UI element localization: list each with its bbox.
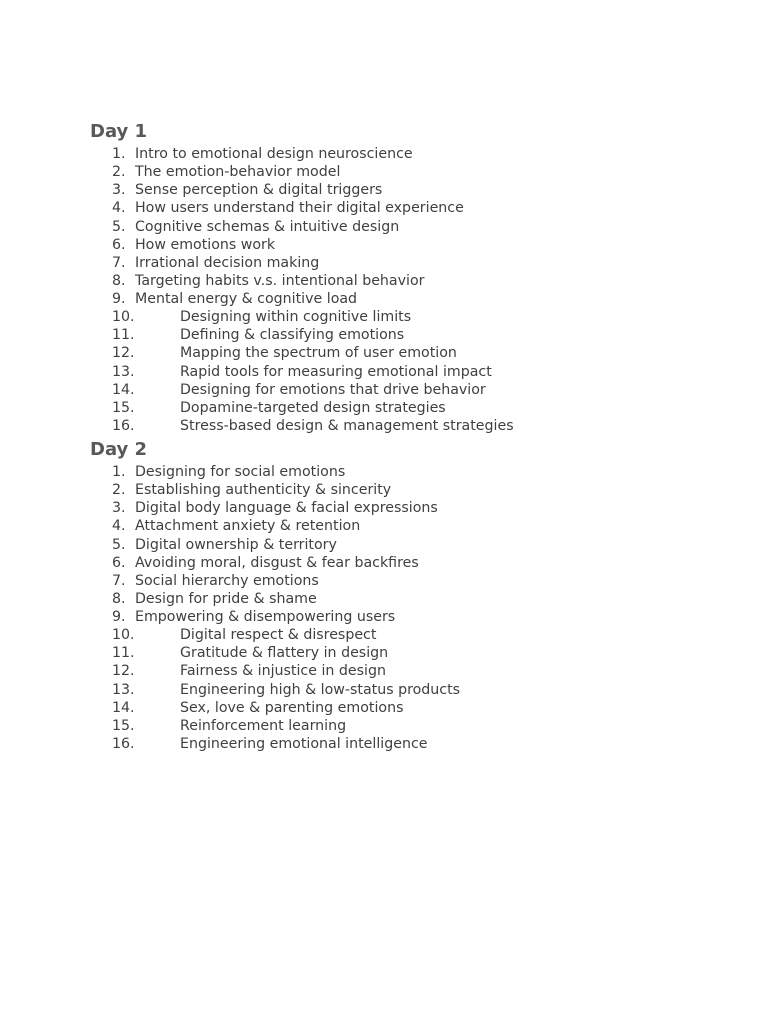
item-text: Stress-based design & management strategies: [180, 417, 514, 434]
item-text: Designing within cognitive limits: [180, 309, 412, 326]
list-item: [90, 181, 730, 199]
item-number: 7.: [112, 254, 126, 271]
item-text: Cognitive schemas & intuitive design: [135, 218, 400, 235]
item-text: Targeting habits v.s. intentional behavior: [135, 272, 425, 289]
item-number: 1.: [112, 146, 126, 162]
item-text: How users understand their digital experience: [135, 200, 464, 217]
day-2-section: [90, 438, 730, 753]
item-text: Design for pride & shame: [135, 590, 317, 607]
list-item: [90, 590, 730, 608]
item-text: The emotion-behavior model: [135, 164, 341, 181]
list-item: [90, 662, 730, 680]
item-text: Engineering high & low-status products: [180, 681, 461, 698]
item-number: 11.: [112, 645, 135, 662]
item-number: 4.: [112, 518, 126, 535]
list-item: [90, 399, 730, 417]
item-text: Fairness & injustice in design: [180, 663, 386, 680]
item-text: Sense perception & digital triggers: [135, 182, 383, 199]
item-number: 9.: [112, 291, 126, 307]
item-text: Designing for social emotions: [135, 464, 346, 480]
item-number: 10.: [112, 309, 135, 326]
item-number: 2.: [112, 164, 126, 181]
list-item: [90, 363, 730, 381]
item-number: 6.: [112, 236, 126, 253]
list-item: [90, 735, 730, 753]
topic-list: [90, 463, 730, 753]
item-text: Empowering & disempowering users: [135, 609, 396, 625]
item-number: 13.: [112, 681, 135, 698]
item-text: Reinforcement learning: [180, 717, 347, 734]
day-heading: Day 2: [90, 439, 148, 460]
item-text: Mapping the spectrum of user emotion: [180, 345, 457, 362]
item-text: Gratitude & flattery in design: [180, 645, 389, 662]
list-item: [90, 517, 730, 535]
item-number: 15.: [112, 399, 135, 416]
day-1-section: [90, 120, 730, 435]
item-text: Designing for emotions that drive behavior: [180, 381, 486, 398]
item-text: Dopamine-targeted design strategies: [180, 399, 446, 416]
item-number: 14.: [112, 381, 135, 398]
item-number: 16.: [112, 735, 135, 752]
list-item: [90, 481, 730, 499]
item-number: 13.: [112, 363, 135, 380]
list-item: [90, 163, 730, 181]
day-heading: Day 1: [90, 121, 148, 142]
list-item: [90, 218, 730, 236]
item-number: 3.: [112, 182, 126, 199]
item-text: Digital ownership & territory: [135, 536, 337, 553]
item-number: 14.: [112, 699, 135, 716]
item-number: 2.: [112, 482, 126, 499]
list-item: [90, 145, 730, 163]
list-item: [90, 308, 730, 326]
item-number: 3.: [112, 500, 126, 517]
list-item: [90, 554, 730, 572]
item-text: Mental energy & cognitive load: [135, 291, 358, 307]
list-item: [90, 499, 730, 517]
item-number: 12.: [112, 663, 135, 680]
list-item: [90, 572, 730, 590]
item-number: 5.: [112, 536, 126, 553]
item-text: Irrational decision making: [135, 254, 320, 271]
list-item: [90, 344, 730, 362]
list-item: [90, 536, 730, 554]
list-item: [90, 417, 730, 435]
item-text: Social hierarchy emotions: [135, 572, 319, 589]
list-item: [90, 644, 730, 662]
list-item: [90, 254, 730, 272]
list-item: [90, 608, 730, 626]
item-number: 12.: [112, 345, 135, 362]
item-number: 15.: [112, 717, 135, 734]
list-item: [90, 717, 730, 735]
item-number: 8.: [112, 272, 126, 289]
item-number: 1.: [112, 464, 126, 480]
item-number: 16.: [112, 417, 135, 434]
list-item: [90, 326, 730, 344]
item-text: Avoiding moral, disgust & fear backfires: [135, 554, 419, 571]
item-number: 11.: [112, 327, 135, 344]
list-item: [90, 699, 730, 717]
list-item: [90, 290, 730, 308]
list-item: [90, 681, 730, 699]
item-text: Engineering emotional intelligence: [180, 735, 428, 752]
item-text: Defining & classifying emotions: [180, 327, 405, 344]
item-number: 8.: [112, 590, 126, 607]
item-number: 4.: [112, 200, 126, 217]
list-item: [90, 199, 730, 217]
list-item: [90, 626, 730, 644]
item-text: Intro to emotional design neuroscience: [135, 146, 413, 162]
item-number: 6.: [112, 554, 126, 571]
item-text: Establishing authenticity & sincerity: [135, 482, 392, 499]
topic-list: [90, 145, 730, 435]
list-item: [90, 272, 730, 290]
list-item: [90, 463, 730, 481]
item-text: Attachment anxiety & retention: [135, 518, 361, 535]
item-text: Digital body language & facial expressions: [135, 500, 438, 517]
item-number: 5.: [112, 218, 126, 235]
item-text: How emotions work: [135, 236, 276, 253]
item-text: Rapid tools for measuring emotional impact: [180, 363, 492, 380]
item-text: Digital respect & disrespect: [180, 627, 377, 644]
item-number: 10.: [112, 627, 135, 644]
item-text: Sex, love & parenting emotions: [180, 699, 404, 716]
list-item: [90, 236, 730, 254]
item-number: 7.: [112, 572, 126, 589]
list-item: [90, 381, 730, 399]
item-number: 9.: [112, 609, 126, 625]
